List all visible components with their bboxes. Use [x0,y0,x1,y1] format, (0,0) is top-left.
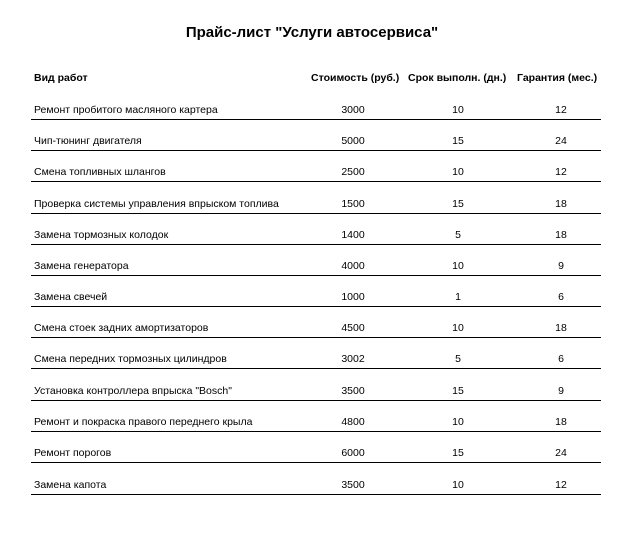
row-divider [31,213,601,214]
table-header [0,70,624,86]
service-price: 3500 [341,479,365,491]
service-price: 4500 [341,322,365,334]
service-term: 15 [452,447,464,459]
service-warranty: 9 [558,260,564,272]
row-divider [31,431,601,432]
service-term: 5 [455,229,461,241]
service-name: Смена стоек задних амортизаторов [34,322,209,334]
service-warranty: 12 [555,104,567,116]
service-price: 1500 [341,198,365,210]
column-header-warranty: Гарантия (мес.) [517,72,598,84]
service-price: 3000 [341,104,365,116]
service-price: 3002 [341,353,365,365]
service-warranty: 9 [558,385,564,397]
table-row [0,133,624,149]
service-price: 1400 [341,229,365,241]
service-warranty: 24 [555,135,567,147]
service-warranty: 18 [555,198,567,210]
service-price: 3500 [341,385,365,397]
service-warranty: 18 [555,229,567,241]
service-name: Замена свечей [34,291,108,303]
service-name: Замена капота [34,479,107,491]
row-divider [31,337,601,338]
service-warranty: 18 [555,322,567,334]
service-term: 15 [452,198,464,210]
row-divider [31,275,601,276]
table-row [0,477,624,493]
service-term: 5 [455,353,461,365]
table-row [0,102,624,118]
service-name: Замена генератора [34,260,129,272]
service-term: 10 [452,260,464,272]
service-term: 10 [452,104,464,116]
service-name: Смена передних тормозных цилиндров [34,353,227,365]
service-warranty: 18 [555,416,567,428]
row-divider [31,244,601,245]
table-row [0,383,624,399]
row-divider [31,462,601,463]
service-name: Чип-тюнинг двигателя [34,135,142,147]
service-price: 2500 [341,166,365,178]
table-row [0,227,624,243]
service-name: Проверка системы управления впрыском топлива [34,198,279,210]
table-row [0,445,624,461]
service-term: 10 [452,166,464,178]
service-price: 4800 [341,416,365,428]
service-warranty: 6 [558,291,564,303]
service-warranty: 12 [555,479,567,491]
column-header-price: Стоимость (руб.) [311,72,400,84]
service-name: Ремонт пробитого масляного картера [34,104,218,116]
row-divider [31,368,601,369]
column-header-name: Вид работ [34,72,88,84]
service-warranty: 24 [555,447,567,459]
service-term: 10 [452,416,464,428]
service-price: 5000 [341,135,365,147]
service-price: 4000 [341,260,365,272]
table-row [0,258,624,274]
service-name: Установка контроллера впрыска "Bosch" [34,385,232,397]
service-warranty: 6 [558,353,564,365]
row-divider [31,306,601,307]
service-price: 1000 [341,291,365,303]
service-name: Смена топливных шлангов [34,166,166,178]
service-warranty: 12 [555,166,567,178]
service-price: 6000 [341,447,365,459]
service-term: 1 [455,291,461,303]
row-divider [31,494,601,495]
service-term: 10 [452,479,464,491]
service-term: 15 [452,385,464,397]
row-divider [31,150,601,151]
table-row [0,351,624,367]
table-row [0,414,624,430]
row-divider [31,119,601,120]
table-row [0,320,624,336]
service-name: Ремонт и покраска правого переднего крыла [34,416,253,428]
service-term: 15 [452,135,464,147]
page-title: Прайс-лист "Услуги автосервиса" [185,24,439,41]
table-row [0,164,624,180]
table-row [0,289,624,305]
row-divider [31,181,601,182]
service-name: Ремонт порогов [34,447,112,459]
row-divider [31,400,601,401]
table-row [0,196,624,212]
service-term: 10 [452,322,464,334]
service-name: Замена тормозных колодок [34,229,169,241]
column-header-term: Срок выполн. (дн.) [408,72,507,84]
